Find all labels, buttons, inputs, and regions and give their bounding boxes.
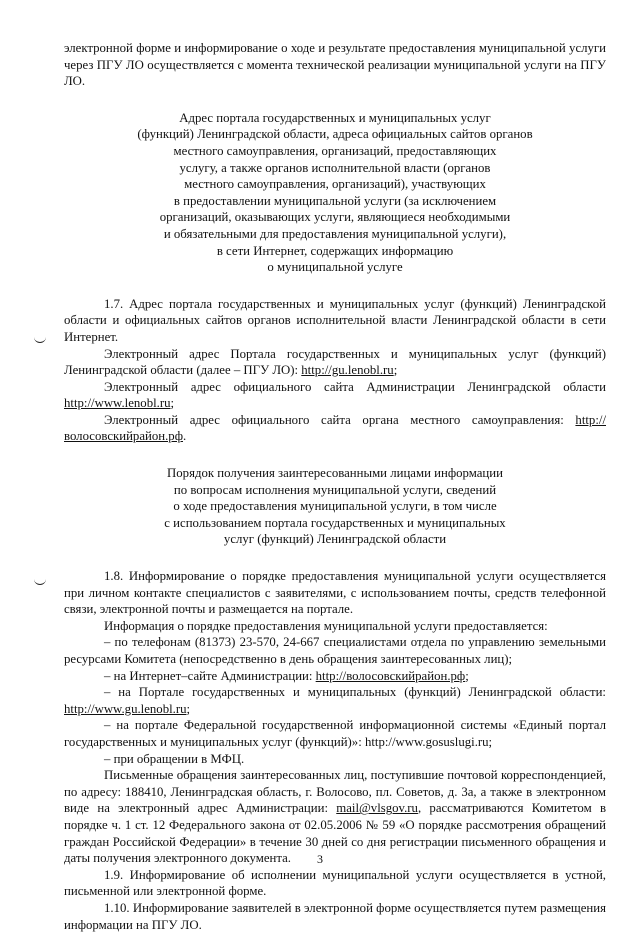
email-link[interactable]: mail@vlsgov.ru xyxy=(336,801,418,816)
heading-line: в предоставлении муниципальной услуги (за исключением xyxy=(173,193,497,208)
administration-website-link[interactable]: http://волосовскийрайон.рф xyxy=(315,668,466,683)
regional-portal-link[interactable]: http://www.gu.lenobl.ru xyxy=(64,701,187,716)
portal-address-paragraph xyxy=(64,346,606,379)
heading-line: организаций, оказывающих услуги, являющиеся необходимыми xyxy=(159,210,511,225)
punctuation: ; xyxy=(170,396,175,411)
margin-mark xyxy=(34,578,46,585)
section-1-8-paragraph: 1.8. Информирование о порядке предоставления муниципальной услуги осуществляется при личном контакте специалистов с заявителями, с использованием почты, средств телефонной связи, электронной почты и размещается на портале. xyxy=(64,569,606,617)
heading-line: услуг (функций) Ленинградской области xyxy=(223,532,447,547)
punctuation: . xyxy=(183,429,187,444)
heading-line: о муниципальной услуге xyxy=(267,260,403,275)
intro-continuation: электронной форме и информирование о ходе и результате предоставления муниципальной услуги через ПГУ ЛО осуществляется с момента технической реализации муниципальной услуги на ПГУ ЛО. xyxy=(64,41,606,89)
information-intro-paragraph: Информация о порядке предоставления муниципальной услуги предоставляется: xyxy=(104,618,548,633)
heading-information-procedure xyxy=(130,465,540,548)
section-1-9-paragraph: 1.9. Информирование об исполнении муниципальной услуги осуществляется в устной, письменной или электронной форме. xyxy=(64,867,606,899)
phone-info-item: – по телефонам (81373) 23-570, 24-667 специалистами отдела по управлению земельными ресурсами Комитета (непосредственно в день обращения заинтересованных лиц); xyxy=(64,635,606,666)
punctuation: ; xyxy=(186,701,191,716)
page-number: 3 xyxy=(317,852,323,866)
heading-line: с использованием портала государственных и муниципальных xyxy=(164,515,506,530)
local-government-site-paragraph xyxy=(64,412,606,445)
section-1-10-paragraph: 1.10. Информирование заявителей в электронной форме осуществляется путем размещения информации на ПГУ ЛО. xyxy=(64,900,606,932)
section-1-7-paragraph: 1.7. Адрес портала государственных и муниципальных услуг (функций) Ленинградской области и официальных сайтов органов исполнительной власти Ленинградской области в сети Интернет. xyxy=(64,296,606,344)
margin-mark xyxy=(34,336,46,343)
administration-site-paragraph xyxy=(64,379,606,412)
written-requests-end: , рассматриваются Комитетом в порядке ч. 1 ст. 12 Федерального закона от 02.05.2006 № 59 «О порядке рассмотрения обращений граждан Российской Федерации» в течение 30 дней со дня регистрации письменного обращения и даты получения электронного документа. xyxy=(64,801,606,866)
regional-portal-text: – на Портале государственных и муниципальных (функций) Ленинградской области: xyxy=(104,685,606,700)
local-government-site-text: Электронный адрес официального сайта органа местного самоуправления: xyxy=(104,412,576,427)
punctuation: ; xyxy=(393,363,398,378)
portal-address-text: Электронный адрес Портала государственных и муниципальных услуг (функций) Ленинградской области (далее – ПГУ ЛО): xyxy=(64,346,606,378)
portal-link[interactable]: http://gu.lenobl.ru xyxy=(301,363,394,378)
administration-site-text: Электронный адрес официального сайта Администрации Ленинградской области xyxy=(104,379,606,394)
heading-line: местного самоуправления, организаций), участвующих xyxy=(184,177,486,192)
heading-line: по вопросам исполнения муниципальной услуги, сведений xyxy=(173,482,497,497)
website-info-item xyxy=(64,668,606,685)
heading-line: и обязательными для предоставления муниципальной услуги), xyxy=(163,226,507,241)
heading-line: о ходе предоставления муниципальной услуги, в том числе xyxy=(173,499,497,514)
website-info-text: – на Интернет–сайте Администрации: xyxy=(104,668,316,683)
written-requests-text: Письменные обращения заинтересованных лиц, поступившие почтовой корреспонденцией, по адресу: 188410, Ленинградская область, г. Волосово, пл. Советов, д. 3а, а также в электронном виде на электронный адрес Администрации: xyxy=(64,768,606,816)
heading-line: в сети Интернет, содержащих информацию xyxy=(216,243,454,258)
heading-line: Порядок получения заинтересованными лицами информации xyxy=(167,466,503,481)
document-page xyxy=(64,40,606,933)
heading-line: услугу, а также органов исполнительной власти (органов xyxy=(179,160,491,175)
local-government-site-link[interactable]: http://волосовскийрайон.рф xyxy=(64,412,606,444)
federal-portal-info-item: – на портале Федеральной государственной информационной системы «Единый портал государственных и муниципальных услуг (функций)»: http://www.gosuslugi.ru; xyxy=(64,718,606,749)
regional-portal-info-item xyxy=(64,684,606,717)
heading-line: местного самоуправления, организаций, предоставляющих xyxy=(173,143,497,158)
heading-line: Адрес портала государственных и муниципальных услуг xyxy=(179,110,491,125)
administration-site-link[interactable]: http://www.lenobl.ru xyxy=(64,396,171,411)
heading-line: (функций) Ленинградской области, адреса официальных сайтов органов xyxy=(137,127,533,142)
mfc-info-item: – при обращении в МФЦ. xyxy=(104,751,245,766)
heading-portal-addresses xyxy=(130,110,540,276)
punctuation: ; xyxy=(465,668,469,683)
